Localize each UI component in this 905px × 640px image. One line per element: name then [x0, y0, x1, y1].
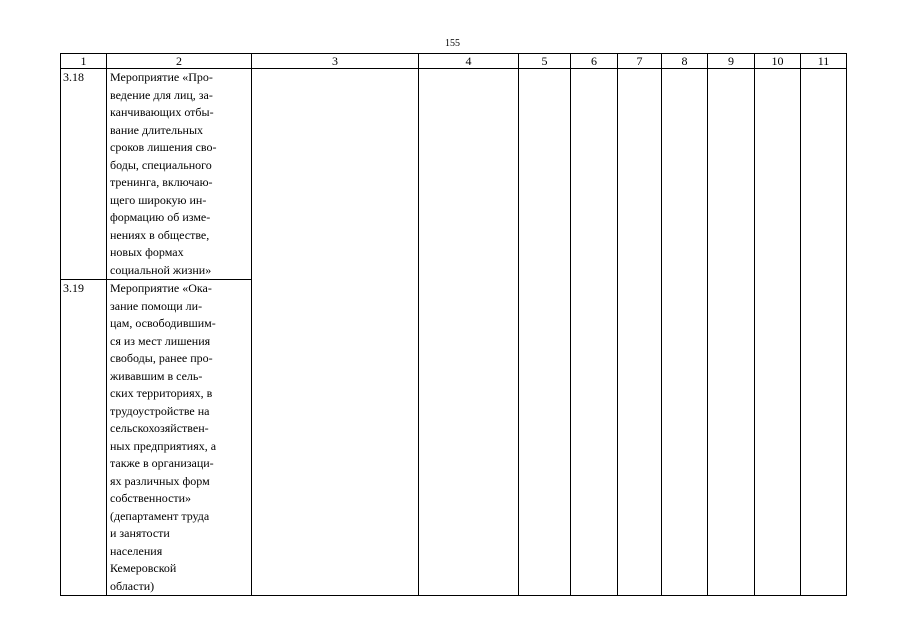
column-header: 8 [662, 54, 708, 69]
data-table [60, 53, 847, 596]
header-row [61, 54, 847, 69]
empty-cell [419, 69, 519, 596]
column-header: 3 [252, 54, 419, 69]
empty-cell [801, 69, 847, 596]
row-description: Мероприятие «Ока- зание помощи ли- цам, освободившим- ся из мест лишения свободы, ранее про- живавшим в сель- ских территориях, в трудоустройстве на сельскохозяйствен- ных предприятиях, а также в организаци- ях различных форм собственности» (департамент труда и занятости населения Кемеровской области) [107, 280, 252, 596]
row-number: 3.19 [61, 280, 107, 596]
empty-cell [708, 69, 755, 596]
column-header: 4 [419, 54, 519, 69]
row-description: Мероприятие «Про- ведение для лиц, за- канчивающих отбы- вание длительных сроков лишения сво- боды, специального тренинга, включаю- щего широкую ин- формацию об изме- нениях в обществе, новых формах социальной жизни» [107, 69, 252, 280]
column-header: 5 [519, 54, 571, 69]
empty-cell [755, 69, 801, 596]
column-header: 11 [801, 54, 847, 69]
page-number: 155 [445, 38, 460, 49]
column-header: 1 [61, 54, 107, 69]
column-header: 2 [107, 54, 252, 69]
empty-cell [252, 69, 419, 596]
table-row [61, 69, 847, 280]
column-header: 6 [571, 54, 618, 69]
empty-cell [571, 69, 618, 596]
row-number: 3.18 [61, 69, 107, 280]
column-header: 10 [755, 54, 801, 69]
empty-cell [618, 69, 662, 596]
empty-cell [662, 69, 708, 596]
column-header: 9 [708, 54, 755, 69]
empty-cell [519, 69, 571, 596]
column-header: 7 [618, 54, 662, 69]
